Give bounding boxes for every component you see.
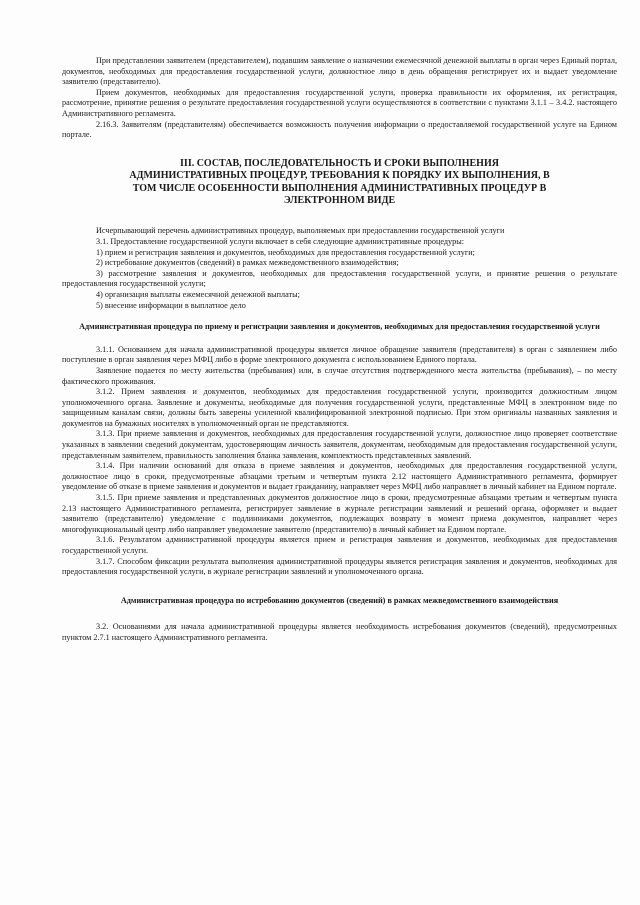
paragraph-3-1: 3.1. Предоставление государственной услуги включает в себя следующие административные процедуры: bbox=[96, 236, 465, 246]
section-3-title: III. СОСТАВ, ПОСЛЕДОВАТЕЛЬНОСТЬ И СРОКИ ВЫПОЛНЕНИЯ АДМИНИСТРАТИВНЫХ ПРОЦЕДУР, ТРЕБОВАНИЯ К ПОРЯДКУ ИХ ВЫПОЛНЕНИЯ, В ТОМ ЧИСЛЕ ОСОБЕННОСТИ ВЫПОЛНЕНИЯ АДМИНИСТРАТИВНЫХ ПРОЦЕДУР В ЭЛЕКТРОННОМ ВИДЕ bbox=[129, 157, 550, 206]
paragraph-3-1-4: 3.1.4. При наличии оснований для отказа в приеме заявления и документов, необходимых для предоставления государственной услуги, должностное лицо в сроки, предусмотренные абзацами третьим и четвертым пункта 2.12 настоящего Административного регламента, формирует уведомление об отказе в приеме заявления и документов и выдает гражданину, направляет через МФЦ либо направляет в личный кабинет на Едином портале. bbox=[62, 461, 617, 492]
paragraph-3-1-6: 3.1.6. Результатом административной процедуры является прием и регистрация заявления и документов, необходимых для предоставления государственной услуги. bbox=[62, 535, 617, 555]
paragraph-3-1-1: 3.1.1. Основанием для начала административной процедуры является личное обращение заявителя (представителя) в орган с заявлением либо поступление в орган заявления через МФЦ либо в форме электронного документа с использованием Единого портала. bbox=[62, 344, 617, 365]
paragraph-3-1-1-residence: Заявление подается по месту жительства (пребывания) или, в случае отсутствия подтвержденного места жительства (пребывания), – по месту фактического проживания. bbox=[62, 365, 617, 386]
document-content bbox=[62, 56, 617, 644]
paragraph-3-2: 3.2. Основаниями для начала административной процедуры является необходимость истребования документов (сведений), предусмотренных пунктом 2.7.1 настоящего Административного регламента. bbox=[62, 622, 617, 642]
paragraph-2-16-3: 2.16.3. Заявителям (представителям) обеспечивается возможность получения информации о предоставляемой государственной услуге на Едином портале. bbox=[62, 119, 617, 140]
paragraph-3-1-7: 3.1.7. Способом фиксации результата выполнения административной процедуры является регистрация заявления и документов, необходимых для предоставления государственной услуги, в журнале регистрации заявлений и уполномоченного органа. bbox=[62, 556, 617, 577]
procedure-1-title: Административная процедура по приему и регистрации заявления и документов, необходимых для предоставления государственной услуги bbox=[79, 322, 600, 332]
procedure-2-title: Административная процедура по истребованию документов (сведений) в рамках межведомственного взаимодействия bbox=[120, 595, 559, 605]
procedure-list-item: 5) внесение информации в выплатное дело bbox=[96, 300, 246, 310]
paragraph-intro-2: Прием документов, необходимых для предоставления государственной услуги, проверка правильности их оформления, их регистрация, рассмотрение, принятие решения о результате предоставления государственной услуги осуществляются в соответствии с пунктами 3.1.1 – 3.4.2. настоящего Административного регламента. bbox=[62, 87, 617, 118]
procedure-list-item: 4) организация выплаты ежемесячной денежной выплаты; bbox=[96, 289, 300, 299]
procedure-list-item: 1) прием и регистрация заявления и документов, необходимых для предоставления государственной услуги; bbox=[96, 247, 475, 257]
section-3-intro: Исчерпывающий перечень административных процедур, выполняемых при предоставлении государственной услуги bbox=[96, 226, 505, 236]
procedure-list-item: 3) рассмотрение заявления и документов, необходимых для предоставления государственной услуги, и принятие решения о результате предоставления государственной услуги; bbox=[62, 268, 617, 289]
procedure-list-item: 2) истребование документов (сведений) в рамках межведомственного взаимодействия; bbox=[96, 258, 399, 268]
paragraph-3-1-5: 3.1.5. При приеме заявления и представленных документов должностное лицо в сроки, предусмотренные абзацами третьим и четвертым пункта 2.13 настоящего Административного регламента, регистрирует заявление в журнале регистрации заявлений и решений органа, оформляет и выдает заявителю (представителю) уведомление с подлинниками документов, подлежащих возврату в момент приема документов, направляет через многофункциональный центр либо направляет уведомление заявителю (представителю) в личный кабинет на Едином портале. bbox=[62, 493, 617, 534]
paragraph-3-1-2: 3.1.2. Прием заявления и документов, необходимых для предоставления государственной услуги, производится должностным лицом уполномоченного органа. Заявление и документы, необходимые для получения государственной услуги, представленные МФЦ в электронном виде по защищенным каналам связи, должны быть заверены усиленной квалифицированной электронной подписью. При этом оригиналы названных заявления и документов на бумажных носителях в уполномоченный орган не представляются. bbox=[62, 387, 617, 428]
paragraph-intro-1: При представлении заявителем (представителем), подавшим заявление о назначении ежемесячной денежной выплаты в орган через Единый портал, документов, необходимых для предоставления государственной услуги, должностное лицо в день обращения регистрирует их и выдает уведомление заявителю (представителю). bbox=[62, 56, 617, 87]
paragraph-3-1-3: 3.1.3. При приеме заявления и документов, необходимых для предоставления государственной услуги, должностное лицо проверяет соответствие указанных в заявлении сведений документам, удостоверяющим личность заявителя, документам, необходимым для предоставления государственной услуги, представленным заявителем, правильность заполнения бланка заявления, комплектность представленных заявлений. bbox=[62, 429, 617, 460]
